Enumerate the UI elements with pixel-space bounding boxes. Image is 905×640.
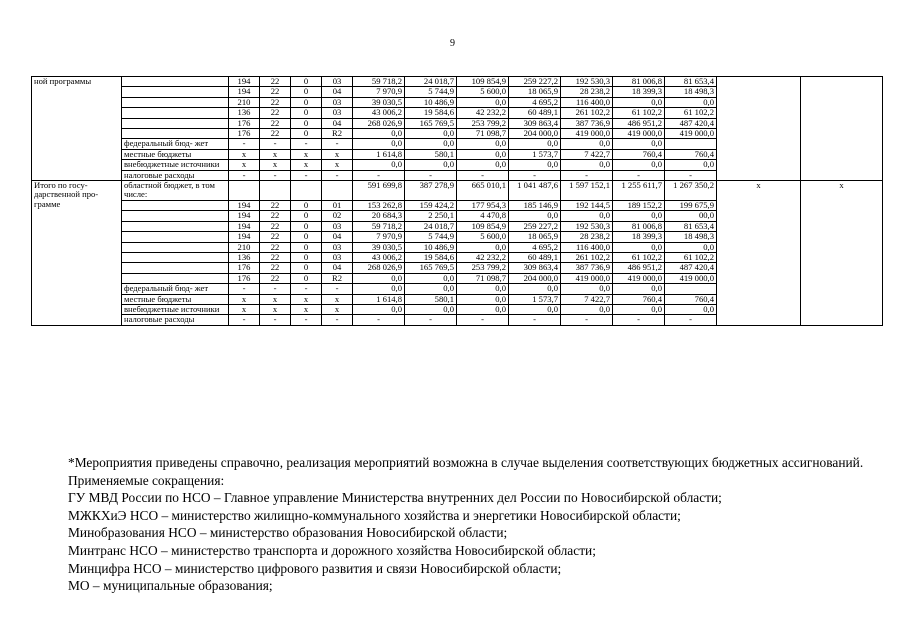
source-label	[122, 252, 229, 262]
code-cell: R2	[322, 129, 353, 139]
amount-cell: 580,1	[405, 149, 457, 159]
amount-cell: 0,0	[509, 160, 561, 170]
code-cell: 01	[322, 200, 353, 210]
amount-cell: 61 102,2	[613, 252, 665, 262]
code-cell: 22	[260, 221, 291, 231]
amount-cell: 309 863,4	[509, 118, 561, 128]
amount-cell: 0,0	[509, 211, 561, 221]
note-abbreviation-minobrazovaniya: Минобразования НСО – министерство образования Новосибирской области;	[68, 525, 508, 541]
note-abbreviation-mzhkhie: МЖКХиЭ НСО – министерство жилищно-коммунального хозяйства и энергетики Новосибирской области;	[68, 507, 681, 523]
amount-cell: 18 399,3	[613, 87, 665, 97]
code-cell: -	[322, 139, 353, 149]
code-cell: 22	[260, 252, 291, 262]
code-cell: x	[260, 294, 291, 304]
amount-cell: -	[509, 170, 561, 180]
note-abbreviation-gu-mvd: ГУ МВД России по НСО – Главное управление Министерства внутренних дел России по Новосибирской области;	[68, 490, 722, 506]
amount-cell: 153 262,8	[353, 200, 405, 210]
code-cell: 0	[291, 77, 322, 87]
amount-cell: 0,0	[457, 160, 509, 170]
amount-cell: -	[457, 315, 509, 325]
amount-cell: 43 006,2	[353, 108, 405, 118]
amount-cell: 486 951,2	[613, 263, 665, 273]
code-cell: 22	[260, 118, 291, 128]
amount-cell: 10 486,9	[405, 242, 457, 252]
amount-cell: 387 278,9	[405, 181, 457, 201]
amount-cell: 116 400,0	[561, 242, 613, 252]
note-abbreviation-mincifra: Минцифра НСО – министерство цифрового развития и связи Новосибирской области;	[68, 560, 562, 576]
amount-cell: 259 227,2	[509, 77, 561, 87]
amount-cell: 1 597 152,1	[561, 181, 613, 201]
amount-cell: 0,0	[353, 304, 405, 314]
code-cell: x	[322, 160, 353, 170]
code-cell: 0	[291, 242, 322, 252]
amount-cell: 42 232,2	[457, 108, 509, 118]
notes-section	[31, 454, 881, 595]
code-cell: x	[229, 294, 260, 304]
amount-cell: 192 144,5	[561, 200, 613, 210]
amount-cell: 1 041 487,6	[509, 181, 561, 201]
source-label: федеральный бюд- жет	[122, 139, 229, 149]
amount-cell: 109 854,9	[457, 77, 509, 87]
code-cell: 0	[291, 129, 322, 139]
amount-cell: 5 600,0	[457, 87, 509, 97]
amount-cell: 4 695,2	[509, 242, 561, 252]
amount-cell: 0,0	[613, 284, 665, 294]
amount-cell: 0,0	[561, 284, 613, 294]
amount-cell: 0,0	[613, 139, 665, 149]
amount-cell: 0,0	[457, 139, 509, 149]
amount-cell: 7 422,7	[561, 149, 613, 159]
amount-cell: -	[561, 170, 613, 180]
amount-cell: 0,0	[457, 97, 509, 107]
code-cell: 194	[229, 232, 260, 242]
source-label: местные бюджеты	[122, 149, 229, 159]
code-cell: 04	[322, 263, 353, 273]
amount-cell: 1 614,8	[353, 149, 405, 159]
code-cell: -	[229, 284, 260, 294]
source-label	[122, 129, 229, 139]
amount-cell: 192 530,3	[561, 221, 613, 231]
amount-cell: 760,4	[613, 294, 665, 304]
code-cell: 176	[229, 263, 260, 273]
amount-cell: -	[665, 170, 717, 180]
amount-cell: 0,0	[457, 304, 509, 314]
amount-cell: 81 006,8	[613, 221, 665, 231]
amount-cell: 81 653,4	[665, 77, 717, 87]
code-cell: R2	[322, 273, 353, 283]
source-label	[122, 87, 229, 97]
code-cell: 0	[291, 221, 322, 231]
amount-cell: 0,0	[405, 139, 457, 149]
source-label	[122, 242, 229, 252]
amount-cell: 1 267 350,2	[665, 181, 717, 201]
amount-cell: 0,0	[509, 284, 561, 294]
source-label: налоговые расходы	[122, 315, 229, 325]
page-number: 9	[450, 38, 455, 49]
amount-cell: 192 530,3	[561, 77, 613, 87]
amount-cell: 665 010,1	[457, 181, 509, 201]
note-abbreviations-heading: Применяемые сокращения:	[68, 472, 225, 488]
amount-cell: 1 614,8	[353, 294, 405, 304]
amount-cell: 18 065,9	[509, 232, 561, 242]
amount-cell: 7 970,9	[353, 87, 405, 97]
amount-cell: 5 744,9	[405, 87, 457, 97]
amount-cell: 419 000,0	[665, 273, 717, 283]
amount-cell: 71 098,7	[457, 273, 509, 283]
code-cell: 02	[322, 211, 353, 221]
code-cell: 210	[229, 97, 260, 107]
amount-cell: 580,1	[405, 294, 457, 304]
source-label: областной бюджет, в том числе:	[122, 181, 229, 201]
code-cell: 194	[229, 87, 260, 97]
amount-cell: 81 006,8	[613, 77, 665, 87]
note-funding-disclaimer: *Мероприятия приведены справочно, реализация мероприятий возможна в случае выделения соответствующих бюджетных ассигнований.	[68, 455, 864, 470]
code-cell: 03	[322, 252, 353, 262]
amount-cell: 1 255 611,7	[613, 181, 665, 201]
amount-cell: 61 102,2	[665, 108, 717, 118]
budget-table	[31, 76, 883, 326]
amount-cell: 18 399,3	[613, 232, 665, 242]
code-cell: x	[291, 149, 322, 159]
code-cell: 03	[322, 77, 353, 87]
amount-cell: -	[405, 170, 457, 180]
amount-cell: 7 422,7	[561, 294, 613, 304]
amount-cell: 0,0	[665, 160, 717, 170]
amount-cell: 4 470,8	[457, 211, 509, 221]
code-cell	[322, 181, 353, 201]
code-cell: 22	[260, 273, 291, 283]
amount-cell: 60 489,1	[509, 252, 561, 262]
source-label: налоговые расходы	[122, 170, 229, 180]
amount-cell: 43 006,2	[353, 252, 405, 262]
code-cell: 03	[322, 221, 353, 231]
amount-cell: 0,0	[353, 273, 405, 283]
amount-cell: 0,0	[457, 284, 509, 294]
code-cell: x	[322, 294, 353, 304]
code-cell: x	[322, 149, 353, 159]
amount-cell: 0,0	[509, 304, 561, 314]
code-cell: x	[260, 304, 291, 314]
executor-cell	[717, 77, 801, 181]
code-cell: x	[291, 304, 322, 314]
source-label	[122, 232, 229, 242]
code-cell: -	[322, 315, 353, 325]
code-cell: 176	[229, 129, 260, 139]
code-cell: -	[291, 170, 322, 180]
amount-cell	[665, 284, 717, 294]
source-label: федеральный бюд- жет	[122, 284, 229, 294]
code-cell: 0	[291, 118, 322, 128]
code-cell: -	[322, 170, 353, 180]
result-cell	[801, 77, 883, 181]
amount-cell: -	[457, 170, 509, 180]
amount-cell: 0,0	[561, 304, 613, 314]
amount-cell: 159 424,2	[405, 200, 457, 210]
source-label	[122, 200, 229, 210]
code-cell: 22	[260, 77, 291, 87]
amount-cell: 20 684,3	[353, 211, 405, 221]
amount-cell: 0,0	[353, 139, 405, 149]
amount-cell: -	[509, 315, 561, 325]
code-cell: -	[291, 284, 322, 294]
source-label	[122, 211, 229, 221]
amount-cell: 1 573,7	[509, 149, 561, 159]
code-cell: x	[291, 294, 322, 304]
amount-cell: 419 000,0	[561, 129, 613, 139]
source-label	[122, 77, 229, 87]
result-cell: x	[801, 181, 883, 326]
amount-cell: 0,0	[457, 294, 509, 304]
amount-cell: 165 769,5	[405, 263, 457, 273]
code-cell: 22	[260, 87, 291, 97]
code-cell: 194	[229, 211, 260, 221]
amount-cell: 0,0	[613, 97, 665, 107]
amount-cell: 61 102,2	[665, 252, 717, 262]
code-cell: 176	[229, 118, 260, 128]
code-cell: 0	[291, 273, 322, 283]
amount-cell: 0,0	[561, 139, 613, 149]
source-label	[122, 263, 229, 273]
amount-cell: 7 970,9	[353, 232, 405, 242]
code-cell: -	[260, 315, 291, 325]
amount-cell: 0,0	[457, 242, 509, 252]
amount-cell: 0,0	[405, 284, 457, 294]
amount-cell: 760,4	[665, 294, 717, 304]
amount-cell: 19 584,6	[405, 108, 457, 118]
amount-cell: 18 498,3	[665, 87, 717, 97]
amount-cell: 165 769,5	[405, 118, 457, 128]
amount-cell: 486 951,2	[613, 118, 665, 128]
code-cell: x	[291, 160, 322, 170]
amount-cell: 253 799,2	[457, 118, 509, 128]
amount-cell: 18 065,9	[509, 87, 561, 97]
amount-cell: 0,0	[405, 304, 457, 314]
amount-cell: 0,0	[561, 211, 613, 221]
code-cell: 176	[229, 273, 260, 283]
amount-cell: 204 000,0	[509, 273, 561, 283]
amount-cell: 10 486,9	[405, 97, 457, 107]
amount-cell: 39 030,5	[353, 242, 405, 252]
amount-cell: -	[405, 315, 457, 325]
code-cell: 04	[322, 87, 353, 97]
amount-cell: 0,0	[613, 304, 665, 314]
amount-cell: 2 250,1	[405, 211, 457, 221]
amount-cell: 24 018,7	[405, 77, 457, 87]
code-cell: 0	[291, 87, 322, 97]
source-label	[122, 221, 229, 231]
amount-cell: 0,0	[353, 284, 405, 294]
amount-cell: 5 600,0	[457, 232, 509, 242]
code-cell: 03	[322, 108, 353, 118]
amount-cell: 0,0	[665, 304, 717, 314]
amount-cell: 387 736,9	[561, 118, 613, 128]
amount-cell: 0,0	[405, 160, 457, 170]
amount-cell: 419 000,0	[561, 273, 613, 283]
amount-cell: 177 954,3	[457, 200, 509, 210]
amount-cell: 591 699,8	[353, 181, 405, 201]
amount-cell: 268 026,9	[353, 263, 405, 273]
amount-cell: 59 718,2	[353, 77, 405, 87]
amount-cell: 0,0	[613, 211, 665, 221]
source-label: внебюджетные источники	[122, 160, 229, 170]
code-cell: 194	[229, 221, 260, 231]
code-cell: -	[229, 170, 260, 180]
amount-cell: -	[665, 315, 717, 325]
amount-cell: 24 018,7	[405, 221, 457, 231]
code-cell	[260, 181, 291, 201]
amount-cell: 0,0	[613, 242, 665, 252]
code-cell: 22	[260, 242, 291, 252]
code-cell: 136	[229, 252, 260, 262]
code-cell: -	[260, 170, 291, 180]
amount-cell: 419 000,0	[613, 129, 665, 139]
code-cell: 22	[260, 129, 291, 139]
block-title: ной программы	[32, 77, 122, 181]
source-label	[122, 108, 229, 118]
code-cell: 22	[260, 200, 291, 210]
amount-cell: 204 000,0	[509, 129, 561, 139]
table-row	[32, 77, 883, 87]
amount-cell: 309 863,4	[509, 263, 561, 273]
amount-cell: 419 000,0	[613, 273, 665, 283]
code-cell: 210	[229, 242, 260, 252]
code-cell: x	[260, 149, 291, 159]
amount-cell: 0,0	[613, 160, 665, 170]
amount-cell: 42 232,2	[457, 252, 509, 262]
code-cell: 22	[260, 263, 291, 273]
amount-cell: -	[353, 170, 405, 180]
amount-cell: 259 227,2	[509, 221, 561, 231]
amount-cell: 5 744,9	[405, 232, 457, 242]
amount-cell: 0,0	[509, 139, 561, 149]
amount-cell: 4 695,2	[509, 97, 561, 107]
amount-cell: 760,4	[665, 149, 717, 159]
amount-cell: 0,0	[457, 149, 509, 159]
amount-cell: 81 653,4	[665, 221, 717, 231]
source-label	[122, 118, 229, 128]
amount-cell: 61 102,2	[613, 108, 665, 118]
amount-cell: 0,0	[353, 129, 405, 139]
amount-cell: 0,0	[405, 129, 457, 139]
code-cell: x	[229, 149, 260, 159]
amount-cell: 253 799,2	[457, 263, 509, 273]
amount-cell: 71 098,7	[457, 129, 509, 139]
amount-cell: 760,4	[613, 149, 665, 159]
source-label	[122, 273, 229, 283]
block-title: Итого по госу- дарственной про- грамме	[32, 181, 122, 326]
amount-cell: 487 420,4	[665, 118, 717, 128]
code-cell: 194	[229, 200, 260, 210]
code-cell: x	[229, 160, 260, 170]
amount-cell: 268 026,9	[353, 118, 405, 128]
amount-cell: 60 489,1	[509, 108, 561, 118]
amount-cell: 59 718,2	[353, 221, 405, 231]
amount-cell: 0,0	[405, 273, 457, 283]
code-cell: 0	[291, 252, 322, 262]
code-cell: 136	[229, 108, 260, 118]
code-cell: 0	[291, 97, 322, 107]
amount-cell: 261 102,2	[561, 252, 613, 262]
amount-cell: 0,0	[561, 160, 613, 170]
amount-cell: 0,0	[665, 242, 717, 252]
code-cell: 03	[322, 97, 353, 107]
code-cell: 22	[260, 108, 291, 118]
source-label: внебюджетные источники	[122, 304, 229, 314]
code-cell: 22	[260, 211, 291, 221]
code-cell: 22	[260, 232, 291, 242]
amount-cell: 18 498,3	[665, 232, 717, 242]
code-cell: -	[229, 315, 260, 325]
amount-cell: -	[353, 315, 405, 325]
amount-cell: -	[613, 170, 665, 180]
amount-cell: 185 146,9	[509, 200, 561, 210]
amount-cell: 19 584,6	[405, 252, 457, 262]
code-cell: 194	[229, 77, 260, 87]
code-cell: x	[260, 160, 291, 170]
code-cell: x	[322, 304, 353, 314]
amount-cell: 0,0	[353, 160, 405, 170]
note-abbreviation-mo: МО – муниципальные образования;	[68, 578, 273, 594]
code-cell: -	[291, 315, 322, 325]
code-cell: 04	[322, 232, 353, 242]
amount-cell: 199 675,9	[665, 200, 717, 210]
code-cell: -	[260, 139, 291, 149]
table-row	[32, 181, 883, 201]
budget-table-body	[32, 77, 883, 326]
amount-cell: 109 854,9	[457, 221, 509, 231]
code-cell: 0	[291, 263, 322, 273]
code-cell: -	[322, 284, 353, 294]
amount-cell: 28 238,2	[561, 232, 613, 242]
code-cell: 22	[260, 97, 291, 107]
amount-cell: 39 030,5	[353, 97, 405, 107]
executor-cell: x	[717, 181, 801, 326]
amount-cell: 00,0	[665, 211, 717, 221]
code-cell: 03	[322, 242, 353, 252]
amount-cell: 0,0	[665, 97, 717, 107]
amount-cell: 1 573,7	[509, 294, 561, 304]
code-cell: -	[260, 284, 291, 294]
code-cell: -	[229, 139, 260, 149]
amount-cell	[665, 139, 717, 149]
amount-cell: 419 000,0	[665, 129, 717, 139]
code-cell	[229, 181, 260, 201]
code-cell	[291, 181, 322, 201]
amount-cell: -	[561, 315, 613, 325]
code-cell: 0	[291, 108, 322, 118]
amount-cell: 116 400,0	[561, 97, 613, 107]
code-cell: 0	[291, 211, 322, 221]
code-cell: 04	[322, 118, 353, 128]
amount-cell: 189 152,2	[613, 200, 665, 210]
amount-cell: 387 736,9	[561, 263, 613, 273]
amount-cell: 28 238,2	[561, 87, 613, 97]
code-cell: -	[291, 139, 322, 149]
amount-cell: 261 102,2	[561, 108, 613, 118]
source-label: местные бюджеты	[122, 294, 229, 304]
code-cell: x	[229, 304, 260, 314]
code-cell: 0	[291, 232, 322, 242]
amount-cell: -	[613, 315, 665, 325]
code-cell: 0	[291, 200, 322, 210]
amount-cell: 487 420,4	[665, 263, 717, 273]
source-label	[122, 97, 229, 107]
note-abbreviation-mintrans: Минтранс НСО – министерство транспорта и дорожного хозяйства Новосибирской области;	[68, 542, 596, 558]
